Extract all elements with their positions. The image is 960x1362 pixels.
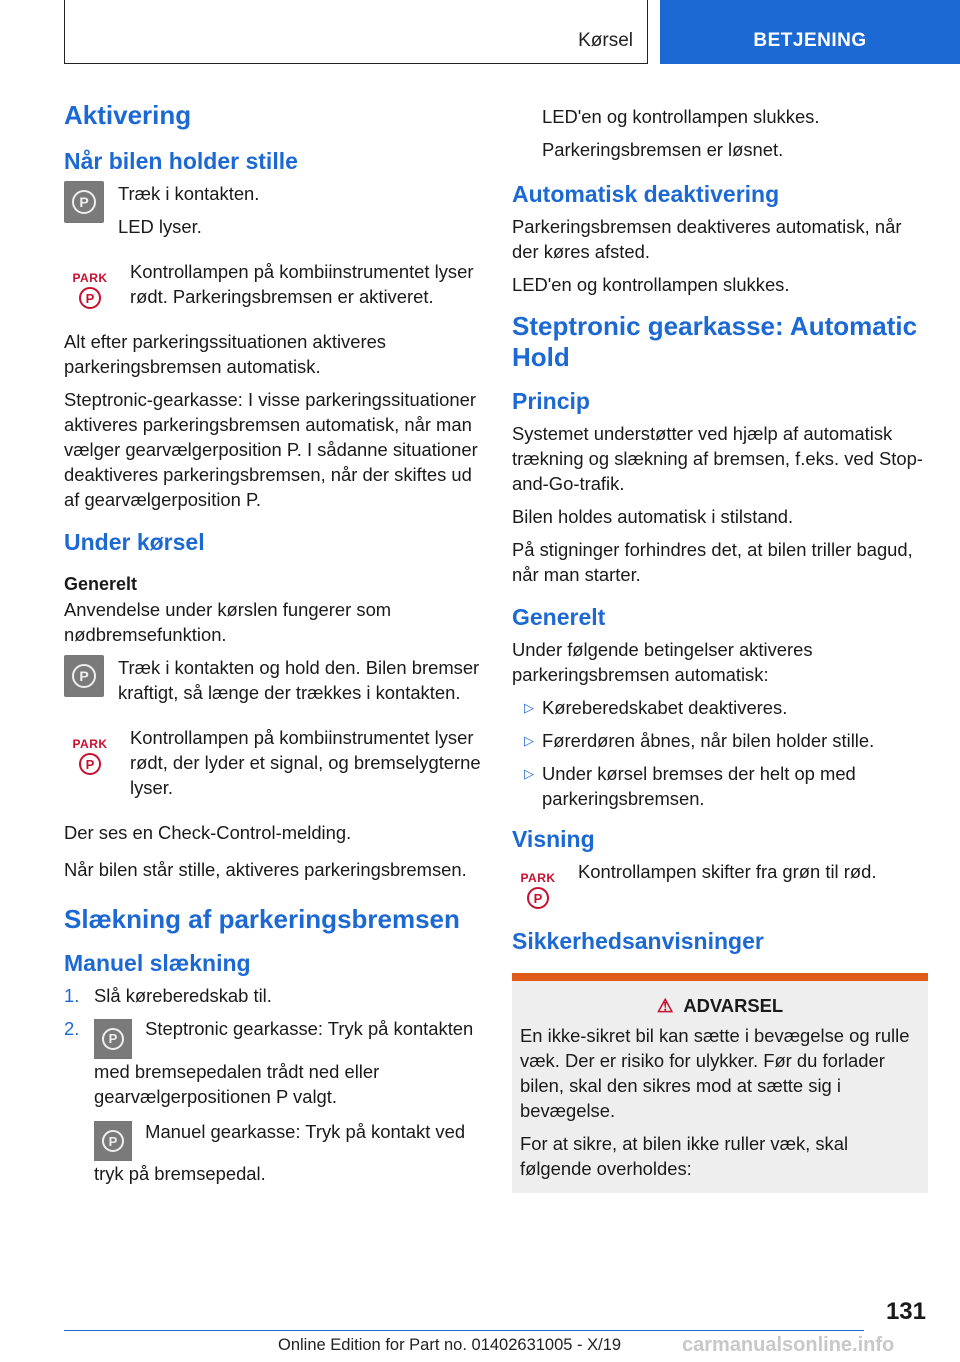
step-number: 1. [64, 985, 80, 1006]
heading-standstill: Når bilen holder stille [64, 148, 298, 174]
paragraph-auto-deactivation: Parkeringsbremsen deaktiveres automatisk, når der køres afsted. [512, 216, 902, 262]
step-number: 2. [64, 1018, 80, 1039]
page-number: 131 [885, 1298, 926, 1325]
heading-manual-release: Manuel slækning [64, 950, 251, 976]
conditions-list [512, 695, 928, 811]
footer-edition: Online Edition for Part no. 01402631005 - X/19 [278, 1336, 622, 1354]
step-text: Steptronic gearkasse: Tryk på kontakten med bremsepedalen trådt ned eller gearvælgerpositionen P valgt. [94, 1018, 474, 1107]
bullet-triangle-icon: ▷ [524, 733, 534, 748]
warning-triangle-icon: ⚠ [656, 995, 674, 1016]
release-steps [64, 983, 482, 1186]
park-lamp-text: Kontrollampen på kombiinstrumentet lyser rødt. Parkeringsbremsen er aktiveret. [130, 261, 474, 307]
header-section-label: Kørsel [578, 30, 633, 51]
park-lamp-note-2 [64, 725, 482, 808]
heading-driving: Under kørsel [64, 529, 205, 555]
left-column [64, 100, 482, 1194]
list-item [64, 1016, 482, 1186]
paragraph-standstill: Når bilen står stille, aktiveres parkeringsbremsen. [64, 859, 467, 880]
paragraph-led-off: LED'en og kontrollampen slukkes. [542, 106, 820, 127]
heading-auto-deactivation: Automatisk deaktivering [512, 181, 780, 207]
park-warning-icon: PARK P [64, 259, 116, 317]
park-warning-icon: PARK P [64, 725, 116, 808]
header-section-tab [64, 0, 648, 64]
paragraph-check-control: Der ses en Check-Control-melding. [64, 822, 352, 843]
parking-brake-switch-icon: P [64, 655, 104, 697]
paragraph-emergency: Anvendelse under kørslen fungerer som nødbremsefunktion. [64, 599, 392, 645]
bullet-triangle-icon: ▷ [524, 700, 534, 715]
heading-display: Visning [512, 826, 595, 852]
warning-title: ⚠ ADVARSEL [656, 995, 784, 1016]
park-warning-icon: PARK P [512, 859, 564, 909]
bullet-triangle-icon: ▷ [524, 766, 534, 781]
warning-text-2: For at sikre, at bilen ikke ruller væk, skal følgende overholdes: [520, 1133, 849, 1179]
heading-automatic-hold: Steptronic gearkasse: Automatic Hold [512, 311, 918, 372]
switch-instruction [64, 181, 482, 247]
paragraph-incline: På stigninger forhindres det, at bilen triller bagud, når man starter. [512, 539, 913, 585]
paragraph-conditions: Under følgende betingelser aktiveres parkeringsbremsen automatisk: [512, 639, 813, 685]
instruction-led: LED lyser. [118, 216, 202, 237]
heading-principle: Princip [512, 388, 590, 414]
display-text: Kontrollampen skifter fra grøn til rød. [578, 861, 877, 882]
paragraph-steptronic: Steptronic-gearkasse: I visse parkeringssituationer aktiveres parkeringsbremsen automatisk, når man vælger gearvælgerposition P. I sådanne situationer deaktiveres parkeringsbremsen, når der skiftes ud af gearvælgerposition P. [64, 389, 478, 510]
paragraph-led-off-2: LED'en og kontrollampen slukkes. [512, 274, 790, 295]
step-text-manual: Manuel gearkasse: Tryk på kontakt ved tryk på bremsepedal. [94, 1120, 466, 1184]
parking-brake-switch-icon: P [94, 1019, 132, 1059]
instruction-pull-hold: Træk i kontakten og hold den. Bilen bremser kraftigt, så længe der trækkes i kontakten. [118, 657, 480, 703]
warning-box [512, 973, 928, 1193]
footer-divider [64, 1330, 864, 1331]
instruction-pull: Træk i kontakten. [118, 183, 260, 204]
list-item: ▷ Køreberedskabet deaktiveres. [512, 695, 928, 720]
warning-text: En ikke-sikret bil kan sætte i bevægelse og rulle væk. Der er risiko for ulykker. Før du forlader bilen, skal den sikres mod at sætte sig i bevægelse. [520, 1025, 910, 1121]
watermark: carmanualsonline.info [682, 1334, 895, 1356]
park-lamp-signal-text: Kontrollampen på kombiinstrumentet lyser rødt, der lyder et signal, og bremselygterne lyser. [130, 727, 481, 798]
paragraph-released: Parkeringsbremsen er løsnet. [542, 139, 784, 160]
paragraph-held: Bilen holdes automatisk i stilstand. [512, 506, 794, 527]
display-note [512, 859, 928, 909]
header-chapter-tab [660, 0, 960, 64]
heading-release: Slækning af parkeringsbremsen [64, 904, 460, 934]
heading-general: Generelt [512, 604, 606, 630]
paragraph-auto-activation: Alt efter parkeringssituationen aktiveres parkeringsbremsen automatisk. [64, 331, 386, 377]
list-item: ▷ Under kørsel bremses der helt op med parkeringsbremsen. [512, 761, 928, 811]
header-chapter-label: BETJENING [753, 30, 867, 51]
subheading-general: Generelt [64, 574, 138, 594]
parking-brake-switch-icon: P [94, 1121, 132, 1161]
step-text: Slå køreberedskab til. [94, 985, 272, 1006]
right-column [512, 104, 928, 1193]
list-item [64, 983, 482, 1008]
park-lamp-note [64, 259, 482, 317]
paragraph-principle: Systemet understøtter ved hjælp af automatisk trækning og slækning af bremsen, f.eks. ved Stop-and-Go-trafik. [512, 423, 923, 494]
heading-activation: Aktivering [64, 100, 192, 130]
switch-hold-instruction [64, 655, 482, 713]
list-item: ▷ Førerdøren åbnes, når bilen holder stille. [512, 728, 928, 753]
parking-brake-switch-icon: P [64, 181, 104, 223]
heading-safety: Sikkerhedsanvisninger [512, 928, 764, 954]
